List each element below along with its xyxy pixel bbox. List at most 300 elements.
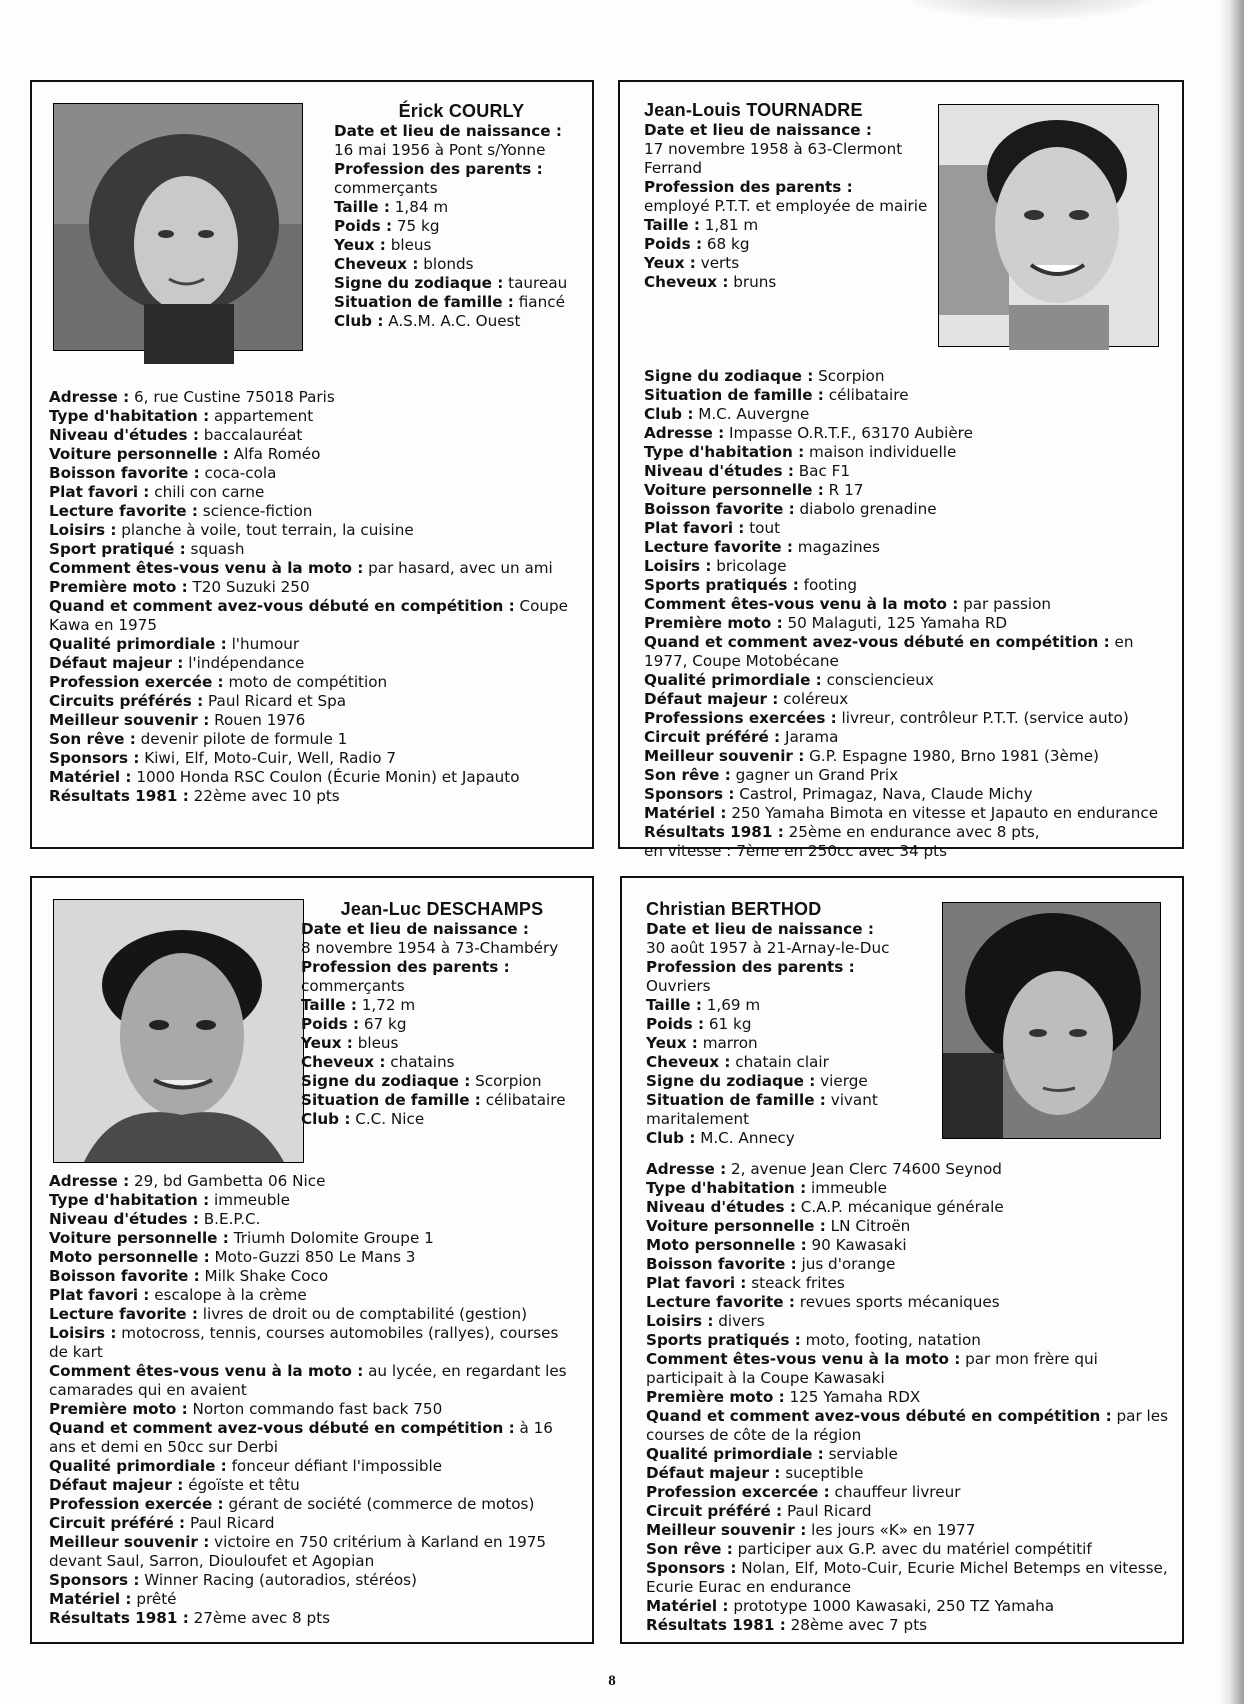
detail-value: motocross, tennis, courses automobiles (rallyes), courses de kart — [49, 1324, 559, 1361]
detail-value: 1,72 m — [356, 996, 416, 1014]
rider-photo — [938, 104, 1159, 347]
detail-value: B.E.P.C. — [198, 1210, 261, 1228]
detail-value: gérant de société (commerce de motos) — [223, 1495, 535, 1513]
rider-photo — [53, 899, 304, 1163]
detail-line — [644, 557, 1172, 576]
detail-label: Boisson favorite : — [49, 464, 200, 482]
detail-line — [334, 255, 589, 274]
detail-value: 1,69 m — [701, 996, 761, 1014]
detail-line — [334, 236, 589, 255]
detail-label: Lecture favorite : — [49, 502, 198, 520]
detail-line — [646, 1274, 1172, 1293]
detail-value: maison individuelle — [804, 443, 957, 461]
detail-value: divers — [713, 1312, 765, 1330]
detail-value: Kiwi, Elf, Moto-Cuir, Well, Radio 7 — [139, 749, 397, 767]
detail-line — [644, 443, 1172, 462]
rider-name — [334, 102, 589, 121]
detail-value: 125 Yamaha RDX — [784, 1388, 921, 1406]
detail-label: Niveau d'études : — [646, 1198, 796, 1216]
detail-label: Lecture favorite : — [49, 1305, 198, 1323]
detail-label: Sponsors : — [644, 785, 735, 803]
detail-value: C.C. Nice — [350, 1110, 425, 1128]
detail-value: chatain clair — [730, 1053, 829, 1071]
detail-value: A.S.M. A.C. Ouest — [383, 312, 521, 330]
detail-line — [644, 633, 1172, 671]
detail-value: en 1977, Coupe Motobécane — [644, 633, 1134, 670]
detail-value: consciencieux — [821, 671, 934, 689]
detail-label: Qualité primordiale : — [49, 1457, 227, 1475]
detail-line — [49, 521, 582, 540]
detail-line — [644, 197, 929, 216]
detail-value: 29, bd Gambetta 06 Nice — [129, 1172, 326, 1190]
detail-value: chauffeur livreur — [829, 1483, 961, 1501]
detail-value: par passion — [958, 595, 1052, 613]
detail-label: Qualité primordiale : — [644, 671, 822, 689]
detail-value: moto, footing, natation — [800, 1331, 981, 1349]
detail-label: Situation de famille : — [301, 1091, 481, 1109]
detail-line — [301, 1015, 583, 1034]
detail-line — [49, 692, 582, 711]
detail-value: appartement — [209, 407, 314, 425]
detail-line — [644, 785, 1172, 804]
detail-line — [646, 1236, 1172, 1255]
detail-value: l'indépendance — [183, 654, 305, 672]
detail-label: Adresse : — [49, 388, 130, 406]
detail-label: Meilleur souvenir : — [49, 711, 210, 729]
detail-line — [49, 787, 582, 806]
detail-value: 67 kg — [359, 1015, 407, 1033]
detail-line — [644, 576, 1172, 595]
detail-label: Sponsors : — [646, 1559, 737, 1577]
detail-value: 250 Yamaha Bimota en vitesse et Japauto en endurance — [726, 804, 1159, 822]
detail-value: suceptible — [780, 1464, 864, 1482]
detail-label: Boisson favorite : — [49, 1267, 200, 1285]
detail-line — [49, 540, 582, 559]
detail-line — [49, 1590, 582, 1609]
detail-label: Poids : — [301, 1015, 360, 1033]
detail-value: commerçants — [301, 977, 405, 995]
detail-label: Poids : — [644, 235, 703, 253]
detail-line — [49, 388, 582, 407]
detail-value: G.P. Espagne 1980, Brno 1981 (3ème) — [804, 747, 1099, 765]
detail-label: Quand et comment avez-vous débuté en compétition : — [646, 1407, 1112, 1425]
detail-label: Situation de famille : — [644, 386, 824, 404]
detail-line — [301, 977, 583, 996]
detail-line — [644, 614, 1172, 633]
page-number: 8 — [608, 1673, 616, 1689]
detail-label: Résultats 1981 : — [646, 1616, 786, 1634]
detail-line — [644, 273, 929, 292]
detail-line — [49, 1324, 582, 1362]
detail-label: Première moto : — [49, 1400, 188, 1418]
rider-head-block — [334, 102, 589, 331]
detail-label: Yeux : — [334, 236, 386, 254]
detail-label: Plat favori : — [49, 1286, 150, 1304]
detail-label: Voiture personnelle : — [646, 1217, 826, 1235]
detail-value: par mon frère qui participait à la Coupe Kawasaki — [646, 1350, 1098, 1387]
detail-label: Profession exercée : — [49, 1495, 224, 1513]
detail-value: taureau — [503, 274, 568, 292]
detail-line — [334, 179, 589, 198]
detail-value: Paul Ricard — [185, 1514, 275, 1532]
detail-label: Type d'habitation : — [49, 1191, 210, 1209]
detail-value: prototype 1000 Kawasaki, 250 TZ Yamaha — [728, 1597, 1055, 1615]
rider-last-name: BERTHOD — [731, 899, 822, 919]
detail-line — [301, 1091, 583, 1110]
detail-value: Ouvriers — [646, 977, 711, 995]
rider-card-tournadre — [618, 80, 1184, 860]
rider-head-block — [301, 900, 583, 1129]
rider-last-name: COURLY — [448, 101, 525, 121]
rider-first-name: Jean-Luc — [340, 899, 422, 919]
detail-value: verts — [695, 254, 740, 272]
detail-label: Comment êtes-vous venu à la moto : — [49, 1362, 364, 1380]
detail-line — [334, 274, 589, 293]
detail-line — [646, 1034, 935, 1053]
detail-value: 17 novembre 1958 à 63-Clermont Ferrand — [644, 140, 903, 177]
detail-label: Première moto : — [49, 578, 188, 596]
detail-label: Lecture favorite : — [646, 1293, 795, 1311]
detail-line — [49, 1419, 582, 1457]
detail-value: chili con carne — [149, 483, 265, 501]
detail-label: Yeux : — [644, 254, 696, 272]
detail-value: Triumh Dolomite Groupe 1 — [228, 1229, 434, 1247]
detail-value: Jarama — [780, 728, 839, 746]
detail-line — [49, 730, 582, 749]
detail-line — [646, 1445, 1172, 1464]
detail-value: magazines — [792, 538, 880, 556]
detail-value: M.C. Annecy — [695, 1129, 795, 1147]
detail-line — [646, 1198, 1172, 1217]
detail-label: Sponsors : — [49, 1571, 140, 1589]
detail-label: Profession excercée : — [646, 1483, 830, 1501]
detail-label: Plat favori : — [644, 519, 745, 537]
detail-line — [49, 749, 582, 768]
detail-label: Type d'habitation : — [646, 1179, 807, 1197]
detail-line — [644, 728, 1172, 747]
detail-value: Scorpion — [470, 1072, 542, 1090]
detail-label: Adresse : — [644, 424, 725, 442]
detail-value: squash — [185, 540, 245, 558]
detail-label: Club : — [646, 1129, 696, 1147]
detail-line — [644, 386, 1172, 405]
detail-label: Comment êtes-vous venu à la moto : — [644, 595, 959, 613]
detail-line — [646, 996, 935, 1015]
detail-label: Adresse : — [49, 1172, 130, 1190]
rider-details — [49, 388, 582, 806]
detail-value: vierge — [815, 1072, 868, 1090]
detail-label: Quand et comment avez-vous débuté en compétition : — [644, 633, 1110, 651]
detail-label: Moto personnelle : — [49, 1248, 210, 1266]
detail-label: Première moto : — [646, 1388, 785, 1406]
detail-value: 28ème avec 7 pts — [785, 1616, 928, 1634]
detail-label: Boisson favorite : — [646, 1255, 797, 1273]
detail-label: Quand et comment avez-vous débuté en compétition : — [49, 597, 515, 615]
detail-line — [49, 597, 582, 635]
detail-line — [334, 198, 589, 217]
detail-label: Taille : — [646, 996, 702, 1014]
detail-line — [646, 958, 935, 977]
detail-line — [49, 559, 582, 578]
detail-label: Voiture personnelle : — [49, 445, 229, 463]
rider-card-berthod — [620, 876, 1184, 1644]
detail-line — [646, 1217, 1172, 1236]
detail-line — [646, 1464, 1172, 1483]
detail-line — [644, 747, 1172, 766]
detail-line — [644, 178, 929, 197]
detail-label: Date et lieu de naissance : — [644, 121, 872, 139]
detail-line — [49, 1533, 582, 1571]
detail-line — [644, 823, 1172, 842]
detail-line — [644, 235, 929, 254]
detail-label: Défaut majeur : — [49, 1476, 184, 1494]
detail-line — [644, 481, 1172, 500]
detail-line — [301, 958, 583, 977]
detail-label: Date et lieu de naissance : — [646, 920, 874, 938]
detail-line — [644, 538, 1172, 557]
detail-value: bleus — [385, 236, 432, 254]
detail-label: Club : — [301, 1110, 351, 1128]
detail-line — [644, 121, 929, 140]
detail-label: Son rêve : — [644, 766, 731, 784]
detail-label: Circuit préféré : — [644, 728, 781, 746]
detail-line — [49, 1609, 582, 1628]
detail-label: Circuits préférés : — [49, 692, 204, 710]
detail-value: baccalauréat — [198, 426, 303, 444]
detail-value: 1,81 m — [699, 216, 759, 234]
detail-label: Profession des parents : — [301, 958, 510, 976]
detail-value: livres de droit ou de comptabilité (gestion) — [197, 1305, 528, 1323]
detail-value: 30 août 1957 à 21-Arnay-le-Duc — [646, 939, 890, 957]
detail-value: jus d'orange — [796, 1255, 896, 1273]
detail-line — [646, 1160, 1172, 1179]
detail-label: Type d'habitation : — [49, 407, 210, 425]
detail-label: Sport pratiqué : — [49, 540, 186, 558]
detail-label: Adresse : — [646, 1160, 727, 1178]
detail-line — [334, 122, 589, 141]
detail-value: moto de compétition — [223, 673, 388, 691]
detail-value: immeuble — [806, 1179, 887, 1197]
detail-label: Sports pratiqués : — [644, 576, 799, 594]
rider-photo — [942, 902, 1161, 1139]
detail-line — [646, 1597, 1172, 1616]
detail-value: footing — [798, 576, 857, 594]
detail-line — [334, 293, 589, 312]
detail-label: Loisirs : — [646, 1312, 714, 1330]
rider-first-name: Jean-Louis — [644, 100, 742, 120]
detail-value: Impasse O.R.T.F., 63170 Aubière — [724, 424, 973, 442]
detail-value: 16 mai 1956 à Pont s/Yonne — [334, 141, 546, 159]
detail-line — [646, 1129, 935, 1148]
detail-value: victoire en 750 critérium à Karland en 1975 devant Saul, Sarron, Diouloufet et Agopian — [49, 1533, 547, 1570]
page-binding-edge — [1218, 0, 1244, 1704]
rider-head-block — [644, 101, 929, 292]
detail-value: 61 kg — [704, 1015, 752, 1033]
detail-label: Poids : — [646, 1015, 705, 1033]
detail-value: coléreux — [778, 690, 849, 708]
detail-value: Castrol, Primagaz, Nava, Claude Michy — [734, 785, 1033, 803]
detail-value: marron — [697, 1034, 758, 1052]
detail-line — [49, 464, 582, 483]
detail-value: Coupe Kawa en 1975 — [49, 597, 569, 634]
detail-value: Scorpion — [813, 367, 885, 385]
detail-line — [646, 1293, 1172, 1312]
detail-label: Plat favori : — [49, 483, 150, 501]
detail-label: Résultats 1981 : — [49, 787, 189, 805]
detail-value: Milk Shake Coco — [199, 1267, 329, 1285]
detail-line — [49, 1229, 582, 1248]
detail-line — [301, 996, 583, 1015]
detail-line — [49, 1172, 582, 1191]
detail-label: Comment êtes-vous venu à la moto : — [49, 559, 364, 577]
detail-value: Bac F1 — [793, 462, 851, 480]
detail-value: Moto-Guzzi 850 Le Mans 3 — [209, 1248, 416, 1266]
detail-line — [49, 1210, 582, 1229]
detail-label: Profession des parents : — [646, 958, 855, 976]
detail-label: Signe du zodiaque : — [334, 274, 504, 292]
detail-value: Alfa Roméo — [228, 445, 321, 463]
detail-label: Profession des parents : — [334, 160, 543, 178]
detail-label: Sports pratiqués : — [646, 1331, 801, 1349]
detail-value: participer aux G.P. avec du matériel compétitif — [732, 1540, 1092, 1558]
detail-value: blonds — [418, 255, 474, 273]
detail-line — [49, 1267, 582, 1286]
detail-value: T20 Suzuki 250 — [187, 578, 310, 596]
detail-line — [646, 1015, 935, 1034]
rider-details — [644, 367, 1172, 861]
detail-value: 25ème en endurance avec 8 pts, — [783, 823, 1040, 841]
detail-label: Meilleur souvenir : — [49, 1533, 210, 1551]
detail-line — [646, 1407, 1172, 1445]
detail-line — [49, 1400, 582, 1419]
detail-line — [49, 1286, 582, 1305]
detail-value: 22ème avec 10 pts — [188, 787, 340, 805]
rider-first-name: Christian — [646, 899, 726, 919]
detail-label: Club : — [334, 312, 384, 330]
detail-label: Voiture personnelle : — [49, 1229, 229, 1247]
detail-value: gagner un Grand Prix — [730, 766, 899, 784]
detail-label: Défaut majeur : — [646, 1464, 781, 1482]
detail-label: Cheveux : — [646, 1053, 731, 1071]
detail-value: bleus — [352, 1034, 399, 1052]
detail-label: Type d'habitation : — [644, 443, 805, 461]
detail-value: commerçants — [334, 179, 438, 197]
rider-last-name: DESCHAMPS — [426, 899, 544, 919]
detail-value: 68 kg — [702, 235, 750, 253]
detail-label: Date et lieu de naissance : — [334, 122, 562, 140]
detail-value: 90 Kawasaki — [806, 1236, 907, 1254]
detail-value: LN Citroën — [825, 1217, 911, 1235]
detail-value: livreur, contrôleur P.T.T. (service auto) — [836, 709, 1129, 727]
detail-label: Lecture favorite : — [644, 538, 793, 556]
rider-photo — [53, 103, 303, 351]
detail-line — [646, 1502, 1172, 1521]
detail-value: Rouen 1976 — [209, 711, 306, 729]
detail-line — [646, 1616, 1172, 1635]
detail-value: employé P.T.T. et employée de mairie — [644, 197, 928, 215]
detail-value: célibataire — [823, 386, 909, 404]
detail-value: C.A.P. mécanique générale — [795, 1198, 1004, 1216]
detail-value: célibataire — [480, 1091, 566, 1109]
detail-label: Matériel : — [49, 1590, 132, 1608]
detail-line — [301, 1072, 583, 1091]
detail-value: M.C. Auvergne — [693, 405, 810, 423]
detail-label: Situation de famille : — [334, 293, 514, 311]
detail-line — [644, 842, 1172, 861]
detail-line — [646, 1312, 1172, 1331]
detail-line — [646, 1179, 1172, 1198]
detail-label: Matériel : — [49, 768, 132, 786]
detail-value: bricolage — [711, 557, 787, 575]
detail-line — [646, 939, 935, 958]
detail-line — [646, 1053, 935, 1072]
detail-line — [49, 1514, 582, 1533]
detail-value: immeuble — [209, 1191, 290, 1209]
detail-line — [301, 1053, 583, 1072]
detail-label: Plat favori : — [646, 1274, 747, 1292]
detail-value: en vitesse : 7ème en 250cc avec 34 pts — [644, 842, 948, 860]
rider-name — [301, 900, 583, 919]
detail-line — [49, 654, 582, 673]
detail-label: Matériel : — [646, 1597, 729, 1615]
detail-line — [301, 1110, 583, 1129]
detail-line — [301, 920, 583, 939]
detail-line — [49, 1248, 582, 1267]
detail-line — [644, 140, 929, 178]
detail-value: 1,84 m — [389, 198, 449, 216]
detail-value: 6, rue Custine 75018 Paris — [129, 388, 335, 406]
detail-line — [49, 711, 582, 730]
rider-head-block — [646, 900, 935, 1148]
detail-line — [49, 578, 582, 597]
detail-value: 2, avenue Jean Clerc 74600 Seynod — [726, 1160, 1002, 1178]
detail-line — [646, 1559, 1172, 1597]
rider-details — [646, 1160, 1172, 1635]
page-smudge — [900, 0, 1160, 20]
detail-value: prêté — [131, 1590, 177, 1608]
detail-line — [49, 426, 582, 445]
detail-line — [646, 1072, 935, 1091]
detail-label: Loisirs : — [49, 1324, 117, 1342]
rider-first-name: Érick — [398, 101, 444, 121]
detail-line — [49, 1495, 582, 1514]
detail-value: planche à voile, tout terrain, la cuisine — [116, 521, 414, 539]
detail-value: diabolo grenadine — [794, 500, 937, 518]
detail-value: 1000 Honda RSC Coulon (Écurie Monin) et Japauto — [131, 768, 520, 786]
detail-value: devenir pilote de formule 1 — [135, 730, 348, 748]
detail-label: Loisirs : — [49, 521, 117, 539]
detail-value: 27ème avec 8 pts — [188, 1609, 331, 1627]
detail-value: vivant maritalement — [646, 1091, 878, 1128]
rider-name — [644, 101, 929, 120]
detail-line — [644, 766, 1172, 785]
detail-label: Défaut majeur : — [49, 654, 184, 672]
detail-line — [646, 1540, 1172, 1559]
detail-line — [644, 690, 1172, 709]
detail-value: science-fiction — [197, 502, 313, 520]
detail-line — [646, 1388, 1172, 1407]
detail-line — [644, 216, 929, 235]
detail-value: les jours «K» en 1977 — [806, 1521, 976, 1539]
detail-line — [646, 1483, 1172, 1502]
detail-line — [49, 1571, 582, 1590]
detail-label: Circuit préféré : — [49, 1514, 186, 1532]
rider-card-deschamps — [30, 876, 594, 1644]
detail-line — [644, 462, 1172, 481]
detail-label: Son rêve : — [646, 1540, 733, 1558]
detail-label: Cheveux : — [644, 273, 729, 291]
detail-label: Niveau d'études : — [49, 426, 199, 444]
